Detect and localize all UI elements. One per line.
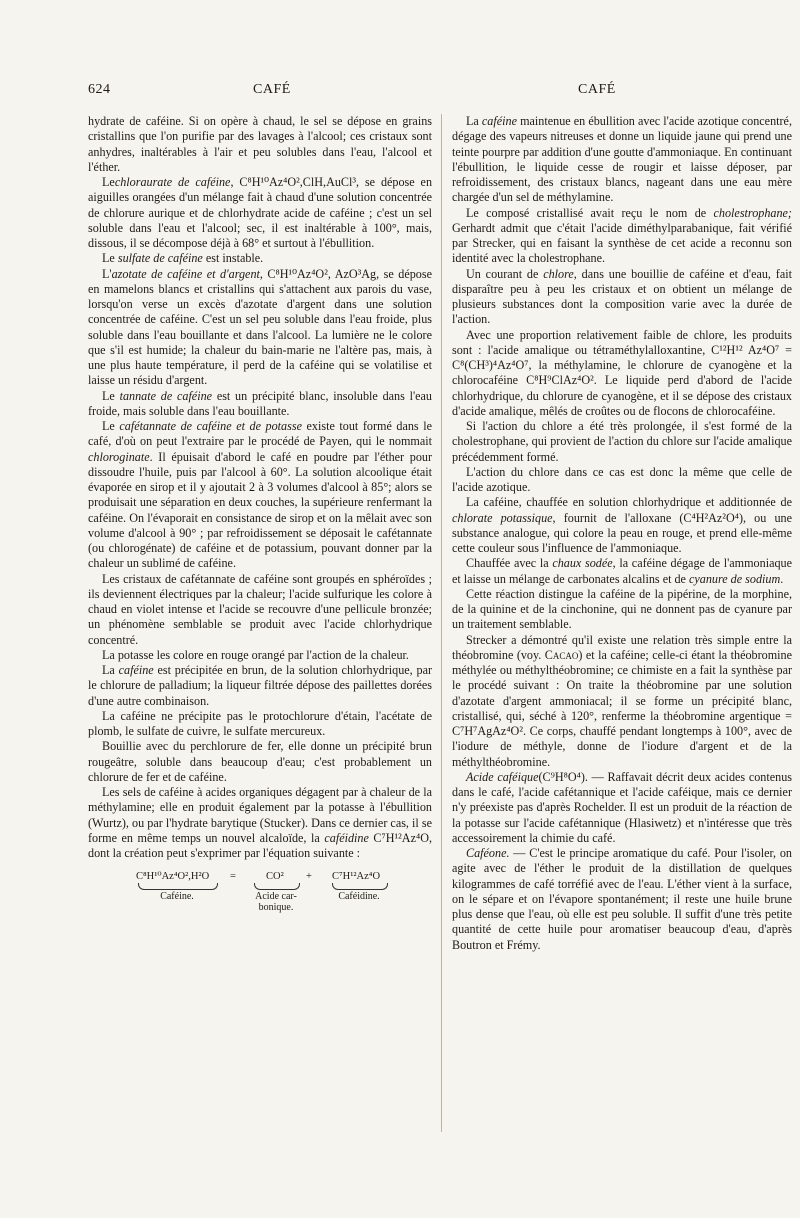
column-divider bbox=[441, 114, 442, 1132]
paragraph: La caféine est précipitée en brun, de la solution chlorhydrique, par le chlorure de palladium; la liqueur filtrée dépose des paillettes dorées d'une autre combinaison. bbox=[88, 663, 432, 708]
equation-label: Caféidine. bbox=[338, 891, 380, 903]
equation-operator: + bbox=[306, 871, 312, 883]
underbrace bbox=[138, 883, 218, 890]
paragraph: Le cafétannate de caféine et de potasse existe tout formé dans le café, d'où on peut l'extraire par le procédé de Payen, qui le nommait chloroginate. Il épuisait d'abord le café en poudre par l'éther pour dissoudre l'huile, puis par l'alcool à 60°. La solution alcoolique était évaporée en sirop et il y ajoutait 2 à 3 volumes d'alcool à 85°; alors se produisait une séparation en deux couches, la supérieure renfermant la caféine. On l'évaporait en consistance de sirop et on la mêlait avec son volume d'alcool à 90° ; par refroidissement se déposait le cafétannate (ou chlorogénate) de caféine et de potassium, pouvant donner par la chaleur un sublimé de caféine. bbox=[88, 419, 432, 571]
equation-operator: = bbox=[230, 871, 236, 883]
paragraph: Acide caféique(C⁹H⁸O⁴). — Raffavait décrit deux acides contenus dans le café, l'acide cafétannique et l'acide caféique, mais ce dernier n'y préexiste pas d'après Rochelder. Il est un produit de la réaction de la potasse sur l'acide cafétannique (Hlasiwetz) et n'intéresse que très accessoirement la chimie du café. bbox=[452, 769, 792, 845]
chemical-equation bbox=[88, 869, 432, 915]
paragraph: hydrate de caféine. Si on opère à chaud, le sel se dépose en grains cristallins que l'on purifie par des lavages à l'alcool; ces cristaux sont anhydres, inaltérables à l'air et peu solubles dans l'eau, l'alcool et l'éther. bbox=[88, 114, 432, 174]
paragraph: Bouillie avec du perchlorure de fer, elle donne un précipité brun rougeâtre, soluble dans beaucoup d'eau; c'est probablement un chlorure de fer et de caféine. bbox=[88, 739, 432, 784]
paragraph: L'action du chlore dans ce cas est donc la même que celle de l'acide azotique. bbox=[452, 464, 792, 494]
paragraph: La caféine ne précipite pas le protochlorure d'étain, l'acétate de plomb, le sulfate de cuivre, le sulfate mercureux. bbox=[88, 708, 432, 738]
paragraph: La potasse les colore en rouge orangé par l'action de la chaleur. bbox=[102, 647, 409, 662]
equation-label: Acide car- bonique. bbox=[255, 891, 297, 914]
paragraph: Un courant de chlore, dans une bouillie de caféine et d'eau, fait disparaître peu à peu les cristaux et on obtient un mélange de plusieurs substances dont la composition varie avec la durée de l'action. bbox=[452, 266, 792, 327]
equation-label: Caféine. bbox=[160, 891, 194, 903]
page-number: 624 bbox=[88, 82, 111, 97]
paragraph: L'azotate de caféine et d'argent, C⁸H¹⁰Az⁴O², AzO³Ag, se dépose en mamelons blancs et cristallins qui s'attachent aux parois du vase, lorsqu'on verse un excès d'azotate d'argent dans une solution concentrée de caféine. C'est un sel peu soluble dans l'eau froide, plus soluble dans l'eau bouillante et dans l'alcool. La lumière ne le colore que s'il est humide; la chaleur du bain-marie ne l'altère pas, mais, à une plus haute température, il perd de la caféine qui se volatilise et laisse un résidu d'argent. bbox=[88, 266, 432, 388]
right-column bbox=[452, 114, 792, 953]
paragraph: Lechloraurate de caféine, C⁸H¹⁰Az⁴O²,ClH,AuCl³, se dépose en aiguilles orangées d'un mélange fait à chaud d'une solution concentrée de chlorure aurique et de chlorhydrate acide de caféine ; c'est un sel soluble dans l'eau et l'alcool; sec, il est inaltérable à 100°, mais, dissous, il se décompose déjà à 68° et surtout à l'ébullition. bbox=[88, 175, 433, 250]
paragraph: Caféone. — C'est le principe aromatique du café. Pour l'isoler, on agite avec de l'éther le produit de la distillation de quelques kilogrammes de café torréfié avec de l'eau. L'éther vient à la surface, on le sépare et on l'évapore spontanément; il reste une huile brune plus dense que l'eau, où elle est peu soluble. Il suffit d'une très petite quantité de cette huile pour aromatiser beaucoup d'eau, d'après Boutron et Frémy. bbox=[452, 846, 792, 952]
running-title-right: CAFÉ bbox=[578, 82, 616, 97]
underbrace bbox=[332, 883, 388, 890]
left-column bbox=[88, 114, 432, 915]
paragraph: La caféine maintenue en ébullition avec l'acide azotique concentré, dégage des vapeurs nitreuses et donne un liquide jaune qui prend une teinte pourpre par addition d'une goutte d'ammoniaque. En continuant l'ébullition, le liquide cesse de rougir et laisse déposer, par refroidissement, des cristaux blancs, nageant dans une eau mère chargée d'un sel de méthylamine. bbox=[452, 114, 792, 205]
paragraph: Chauffée avec la chaux sodée, la caféine dégage de l'ammoniaque et laisse un mélange de carbonates alcalins et de cyanure de sodium. bbox=[452, 556, 792, 586]
paragraph: La caféine, chauffée en solution chlorhydrique et additionnée de chlorate potassique, fournit de l'alloxane (C⁴H²Az²O⁴), ou une substance analogue, qui colore la peau en rouge, et prend elle-même cette couleur sous l'influence de l'ammoniaque. bbox=[452, 495, 792, 555]
equation-term: CO² bbox=[266, 871, 284, 883]
paragraph: Les cristaux de cafétannate de caféine sont groupés en sphéroïdes ; ils deviennent électriques par la chaleur; l'acide sulfurique les colore à chaud en violet intense et l'acide se recouvre d'une pellicule bronzée; un phénomène semblable se produit avec l'acide chlorhydrique concentré. bbox=[88, 571, 432, 647]
paragraph: Avec une proportion relativement faible de chlore, les produits sont : l'acide amalique ou tétraméthylalloxantine, C¹²H¹² Az⁴O⁷ = C⁸(CH³)⁴Az⁴O⁷, la méthylamine, le chlorure de cyanogène et la chlorocaféine C⁸H⁹ClAz⁴O². Le liquide perd d'abord de l'acide chlorhydrique, du chlorure de cyanogène, et il se dépose des cristaux d'acide amalique, mêlés de croûtes ou de flocons de chlorocaféine. bbox=[452, 327, 792, 418]
equation-term: C⁷H¹²Az⁴O bbox=[332, 871, 381, 883]
paragraph: Cette réaction distingue la caféine de la pipérine, de la morphine, de la quinine et de la cinchonine, qui ne donnent pas de cyanure par un traitement semblable. bbox=[452, 586, 792, 632]
paragraph: Si l'action du chlore a été très prolongée, il s'est formé de la cholestrophane, qui provient de l'action du chlore sur l'acide amalique précédemment formé. bbox=[452, 419, 792, 464]
paragraph: Le tannate de caféine est un précipité blanc, insoluble dans l'eau froide, mais soluble dans l'eau bouillante. bbox=[88, 388, 432, 418]
equation-term: C⁸H¹⁰Az⁴O²,H²O bbox=[136, 871, 210, 883]
page-header bbox=[88, 82, 780, 102]
paragraph: Strecker a démontré qu'il existe une relation très simple entre la théobromine (voy. Cacao) et la caféine; celle-ci étant la théobromine méthylée ou méthylthéobromine; ce chimiste en a fait la synthèse par le procédé suivant : On traite la théobromine par une solution d'azotate d'argent ammoniacal; il se forme un précipité blanc, cristallisé, qui, séché à 120°, renferme la théobromine argentique = C⁷H⁷AgAz⁴O². Ce corps, chauffé pendant longtemps à 100°, avec de l'iodure de méthyle, donne de l'iodure d'argent et de la méthylthéobromine. bbox=[452, 632, 792, 769]
paragraph: Les sels de caféine à acides organiques dégagent par à chaleur de la méthylamine; elle en produit également par la potasse à l'ébullition (Wurtz), ou par l'hydrate barytique (Stucker). Dans ce dernier cas, il se forme en même temps un nouvel alcaloïde, la caféidine C⁷H¹²Az⁴O, dont la création peut s'exprimer par l'équation suivante : bbox=[88, 785, 432, 860]
running-title-left: CAFÉ bbox=[253, 82, 291, 97]
paragraph: Le sulfate de caféine est instable. bbox=[102, 251, 264, 266]
underbrace bbox=[254, 883, 300, 890]
paragraph: Le composé cristallisé avait reçu le nom de cholestrophane; Gerhardt admit que c'était l'acide diméthylparabanique, fait vérifié par Strecker, qui en faisant la synthèse de cet acide a reconnu son identité avec la cholestrophane. bbox=[452, 205, 792, 266]
